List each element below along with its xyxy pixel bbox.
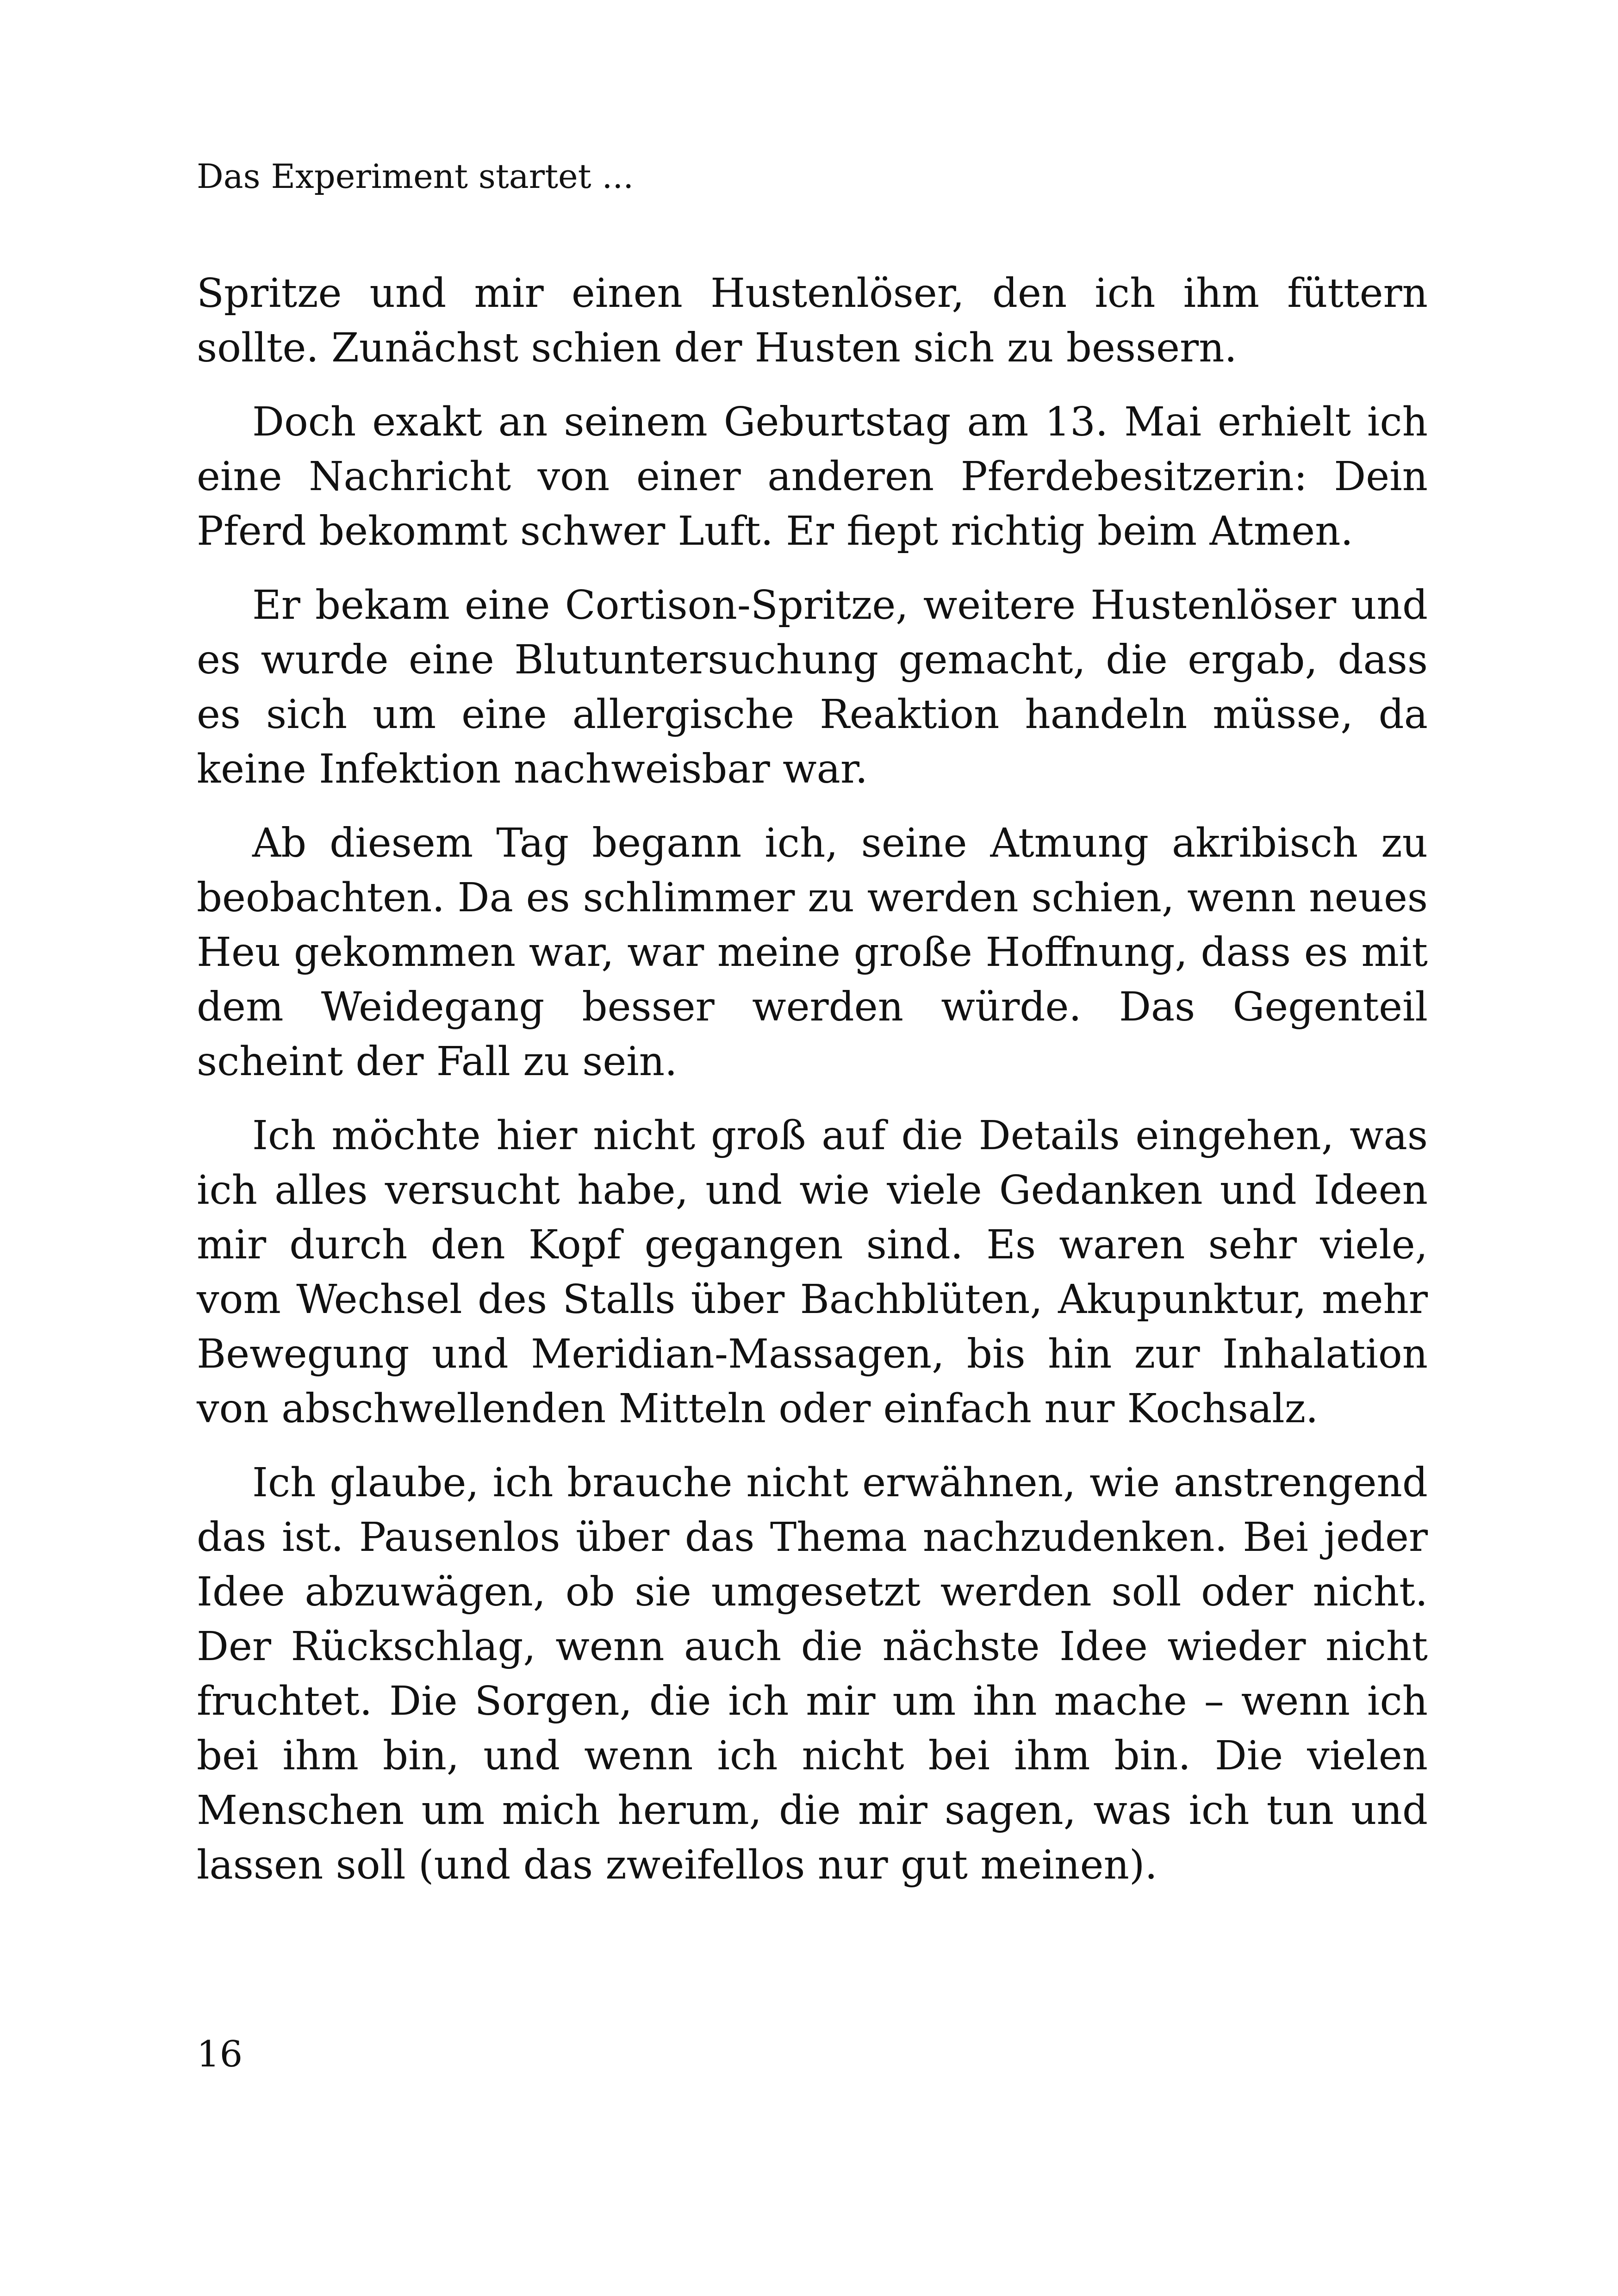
running-header: Das Experiment startet ... [197,157,634,196]
paragraph: Er bekam eine Cortison-Spritze, weitere Hustenlöser und es wurde eine Blutuntersuchung gemacht, die ergab, dass es sich um eine allergische Reaktion handeln müsse, da keine Infektion nachweisbar war. [197,582,1428,792]
paragraph: Ab diesem Tag begann ich, seine Atmung akribisch zu beobachten. Da es schlimmer zu werden schien, wenn neues Heu gekommen war, war meine große Hoffnung, dass es mit dem Weidegang besser werden würde. Das Gegenteil scheint der Fall zu sein. [197,820,1428,1085]
page-number: 16 [197,2034,243,2075]
paragraph: Ich möchte hier nicht groß auf die Details eingehen, was ich alles versucht habe, und wie viele Gedanken und Ideen mir durch den Kopf gegangen sind. Es waren sehr viele, vom Wechsel des Stalls über Bachblüten, Akupunktur, mehr Bewegung und Meridian-Massagen, bis hin zur Inhalation von abschwellenden Mitteln oder einfach nur Kochsalz. [197,1113,1428,1432]
paragraph: Doch exakt an seinem Geburtstag am 13. Mai erhielt ich eine Nachricht von einer anderen Pferdebesitzerin: Dein Pferd bekommt schwer Luft. Er fiept richtig beim Atmen. [197,399,1428,554]
paragraph: Ich glaube, ich brauche nicht erwähnen, wie anstrengend das ist. Pausenlos über das Thema nachzudenken. Bei jeder Idee abzuwägen, ob sie umgesetzt werden soll oder nicht. Der Rückschlag, wenn auch die nächste Idee wieder nicht fruchtet. Die Sorgen, die ich mir um ihn mache – wenn ich bei ihm bin, und wenn ich nicht bei ihm bin. Die vielen Menschen um mich herum, die mir sagen, was ich tun und lassen soll (und das zweifellos nur gut meinen). [197,1460,1428,1888]
paragraph: Spritze und mir einen Hustenlöser, den ich ihm füttern sollte. Zunächst schien der Husten sich zu bessern. [197,270,1428,371]
body-text [197,266,1428,1912]
